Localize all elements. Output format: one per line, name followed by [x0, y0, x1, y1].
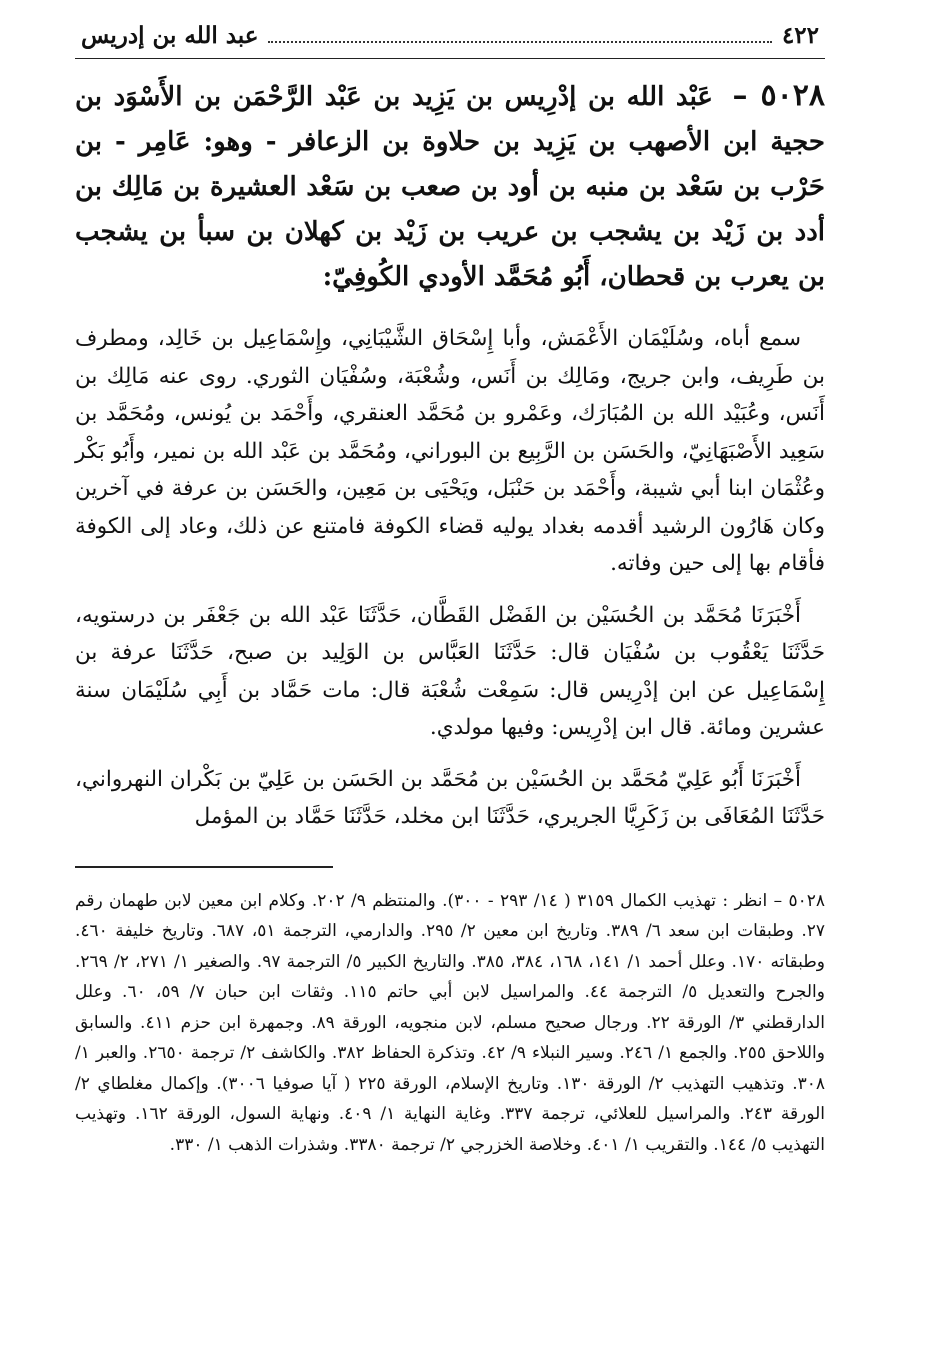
footnote: ٥٠٢٨ – انظر : تهذيب الكمال ٣١٥٩ ( ١٤/ ٢٩٣ - ٣٠٠). والمنتظم ٩/ ٢٠٢. وكلام ابن معين لابن طهمان رقم ٢٧. وطبقات ابن سعد ٦/ ٣٨٩. وتاريخ ابن معين ٢/ ٢٩٥. والدارمي، الترجمة ٥١، ٦٨٧. وتاريخ خليفة ٤٦٠. وطبقاته ١٧٠. وعلل أحمد ١/ ١٤١، ١٦٨، ٣٨٤، ٣٨٥. والتاريخ الكبير ٥/ الترجمة ٩٧. والصغير ١/ ٢٧١، ٢/ ٢٦٩. والجرح والتعديل ٥/ الترجمة ٤٤. والمراسيل لابن أبي حاتم ١١٥. وثقات ابن حبان ٧/ ٥٩، ٦٠. وعلل الدارقطني ٣/ الورقة ٢٢. ورجال صحيح مسلم، لابن منجويه، الورقة ٨٩. وجمهرة ابن حزم ٤١١. والسابق واللاحق ٢٥٥. والجمع ١/ ٢٤٦. وسير النبلاء ٩/ ٤٢. وتذكرة الحفاظ ٣٨٢. والكاشف ٢/ ترجمة ٢٦٥٠. والعبر ١/ ٣٠٨. وتذهيب التهذيب ٢/ الورقة ١٣٠. وتاريخ الإسلام، الورقة ٢٢٥ ( آيا صوفيا ٣٠٠٦). وإكمال مغلطاي ٢/ الورقة ٢٤٣. والمراسيل للعلائي، ترجمة ٣٣٧. وغاية النهاية ١/ ٤٠٩. ونهاية السول، الورقة ١٦٢. وتهذيب التهذيب ٥/ ١٤٤. والتقريب ١/ ٤٠١. وخلاصة الخزرجي ٢/ ترجمة ٣٣٨٠. وشذرات الذهب ١/ ٣٣٠.	[75, 890, 826, 1155]
page-number: ٤٢٢	[781, 22, 819, 49]
biography-paragraph: سمع أباه، وسُلَيْمَان الأَعْمَش، وأبا إِسْحَاق الشَّيْبَانِي، وإِسْمَاعِيل بن خَالِد، ومطرف بن طَرِيف، وابن جريج، ومَالِك بن أَنَس، وشُعْبَة، وسُفْيَان الثوري. روى عنه مَالِك بن أَنَس، وعُبَيْد الله بن المُبَارَك، وعَمْرو بن مُحَمَّد العنقري، وأَحْمَد بن يُونس، ومُحَمَّد بن سَعِيد الأَصْبَهَانِيّ، والحَسَن بن الرَّبِيع بن البوراني، ومُحَمَّد بن عَبْد الله بن نمير، وأَبُو بَكْر وعُثْمَان ابنا أبي شيبة، وأَحْمَد بن حَنْبَل، ويَحْيَى بن مَعِين، والحَسَن بن عرفة في آخرين وكان هَارُون الرشيد أقدمه بغداد يوليه قضاء الكوفة فامتنع عن ذلك، وعاد إلى الكوفة فأقام بها إلى حين وفاته.	[75, 326, 825, 576]
entry-heading-text: عَبْد الله بن إدْرِيس بن يَزِيد بن عَبْد الرَّحْمَن بن الأَسْوَد بن حجية ابن الأصهب بن يَزِيد بن حلاوة بن الزعافر - وهو: عَامِر - بن حَرْب بن سَعْد بن منبه بن أود بن صعب بن سَعْد العشيرة بن مَالِك بن أدد بن زَيْد بن يشجب بن عريب بن زَيْد بن كهلان بن سبأ بن يشجب بن يعرب بن قحطان، أَبُو مُحَمَّد الأودي الكُوفِيّ:	[75, 82, 825, 292]
dotted-leader	[268, 41, 771, 43]
footnote-divider	[75, 866, 333, 868]
running-header	[75, 22, 825, 59]
narration-paragraph-1: أَخْبَرَنَا مُحَمَّد بن الحُسَيْن بن الفَضْل القَطَّان، حَدَّثَنَا عَبْد الله بن جَعْفَر بن درستويه، حَدَّثَنَا يَعْقُوب بن سُفْيَان قال: حَدَّثَنَا العَبَّاس بن الوَلِيد بن صبح، حَدَّثَنَا عرفة بن إِسْمَاعِيل عن ابن إدْرِيس قال: سَمِعْت شُعْبَة قال: مات حَمَّاد بن أَبِي سُلَيْمَان سنة عشرين ومائة. قال ابن إدْرِيس: وفيها مولدي.	[75, 602, 825, 740]
entry-heading	[75, 73, 825, 300]
running-title: عبد الله بن إدريس	[81, 22, 259, 49]
book-page	[75, 22, 825, 1160]
narration-paragraph-2: أَخْبَرَنَا أَبُو عَلِيّ مُحَمَّد بن الحُسَيْن بن مُحَمَّد بن الحَسَن بن عَلِيّ بن بَكْران النهرواني، حَدَّثَنَا المُعَافَى بن زَكَرِيَّا الجريري، حَدَّثَنَا ابن مخلد، حَدَّثَنَا حَمَّاد بن المؤمل	[75, 766, 825, 829]
entry-number: ٥٠٢٨ –	[732, 78, 825, 113]
